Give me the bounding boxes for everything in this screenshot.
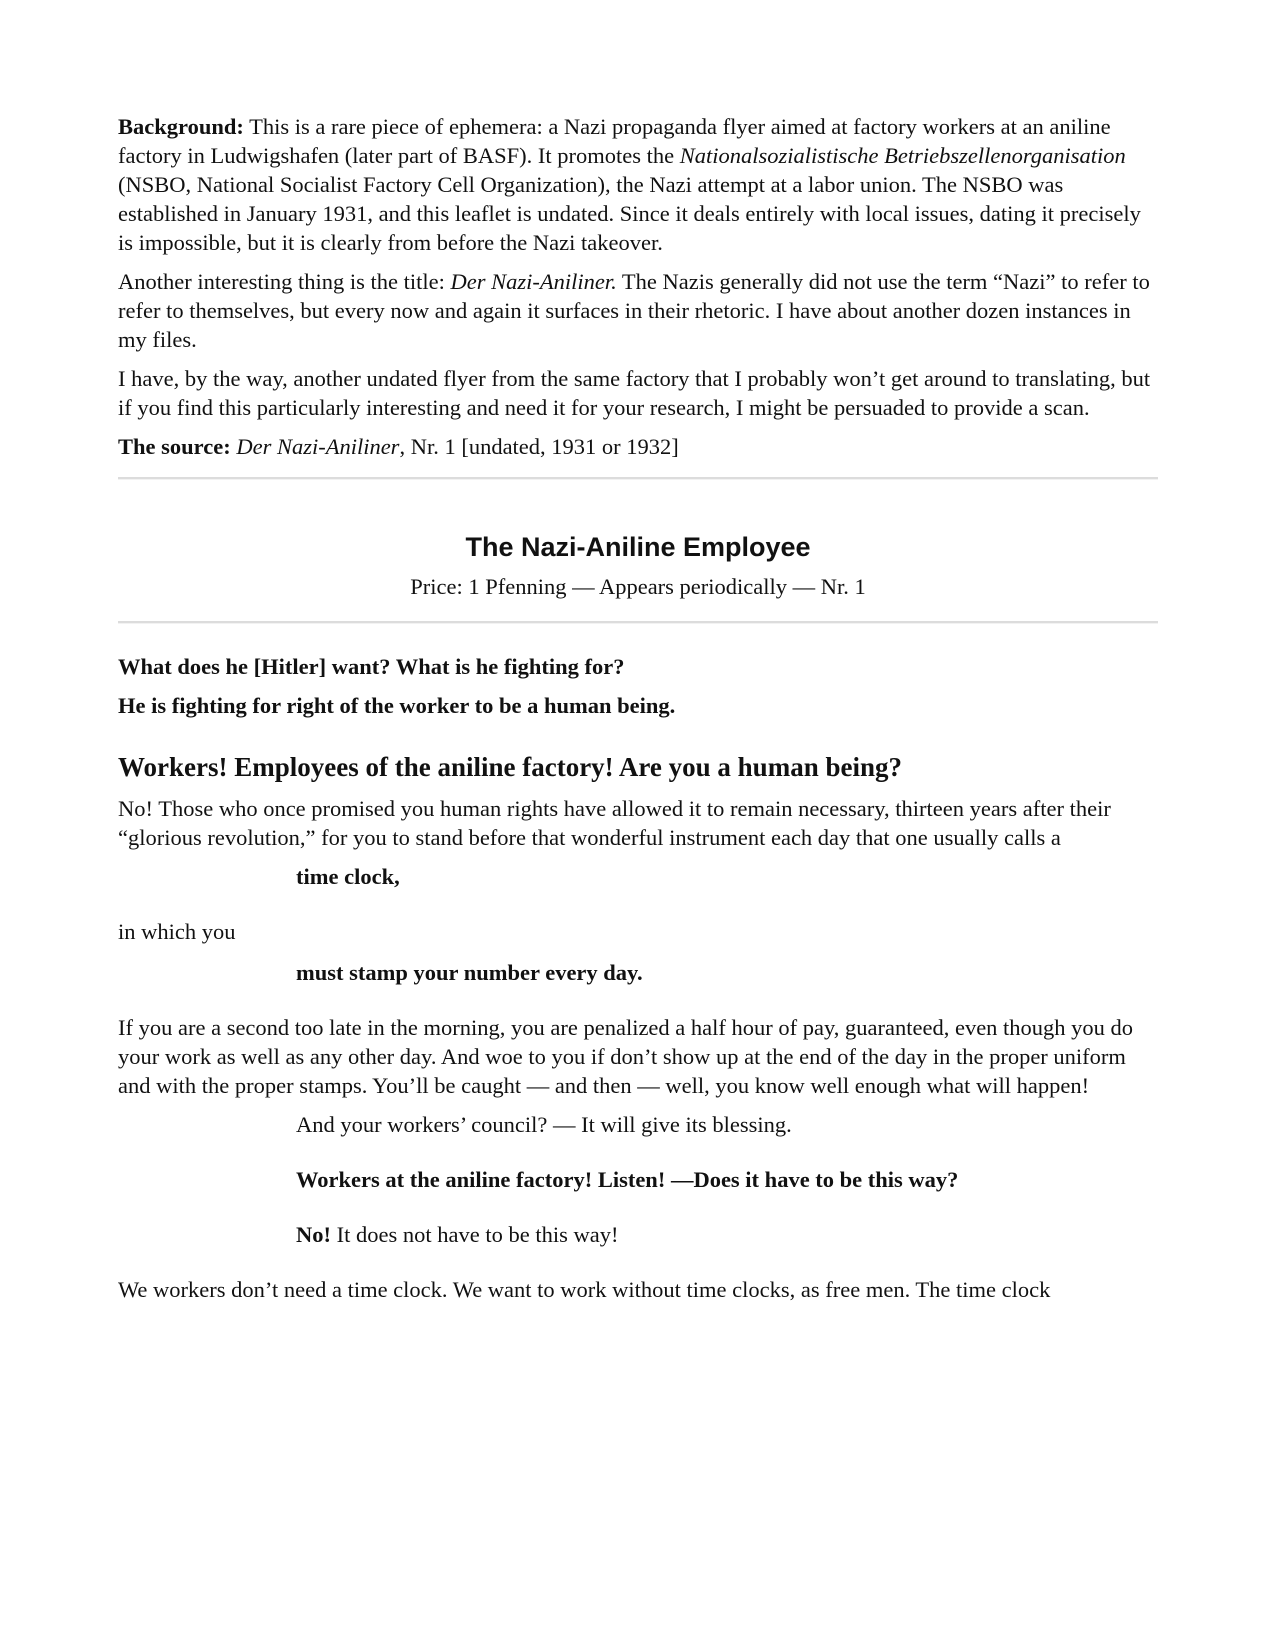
source-text: , Nr. 1 [undated, 1931 or 1932] bbox=[399, 434, 679, 459]
divider-top bbox=[118, 477, 1158, 480]
source-italic: Der Nazi-Aniliner bbox=[236, 434, 400, 459]
question-2 bbox=[118, 691, 1158, 720]
background-italic: Nationalsozialistische Betriebszellenorganisation bbox=[679, 143, 1126, 168]
question-1 bbox=[118, 652, 1158, 681]
background-text-1: This is a rare piece of ephemera: a Nazi propaganda flyer aimed at factory workers at an aniline factory in Ludwigshafen (later part of BASF). It promotes the bbox=[118, 114, 1111, 168]
background-paragraph bbox=[118, 112, 1158, 257]
flyer-subtitle: Price: 1 Pfenning — Appears periodically — Nr. 1 bbox=[410, 574, 866, 599]
title-note-paragraph bbox=[118, 267, 1158, 354]
divider-bottom bbox=[118, 621, 1158, 624]
background-text-2: (NSBO, National Socialist Factory Cell Organization), the Nazi attempt at a labor union. The NSBO was established in January 1931, and this leaflet is undated. Since it deals entirely with local issues, dating it precisely is impossible, but it is clearly from before the Nazi takeover. bbox=[118, 172, 1141, 255]
flyer-title: The Nazi-Aniline Employee bbox=[465, 532, 811, 562]
no-rest: It does not have to be this way! bbox=[331, 1222, 619, 1247]
in-which-line: in which you bbox=[118, 919, 236, 944]
other-flyer-paragraph: I have, by the way, another undated flyer from the same factory that I probably won’t get around to translating, but if you find this particularly interesting and need it for your research, I might be persuaded to provide a scan. bbox=[118, 366, 1151, 420]
no-line bbox=[118, 1220, 1158, 1249]
source-paragraph bbox=[118, 432, 1158, 461]
council-line: And your workers’ council? — It will give its blessing. bbox=[296, 1112, 792, 1137]
background-label: Background: bbox=[118, 114, 244, 139]
title-note-text-1: Another interesting thing is the title: bbox=[118, 269, 451, 294]
stamp-text: must stamp your number every day. bbox=[296, 960, 643, 985]
stamp-line bbox=[118, 958, 1158, 987]
listen-block bbox=[118, 1165, 1158, 1194]
title-note-text-2: The Nazis generally did not use the term “Nazi” to refer to refer to themselves, but every now and again it surfaces in their rhetoric. I have about another dozen instances in my files. bbox=[118, 269, 1150, 352]
time-clock-line bbox=[118, 862, 1158, 891]
time-clock-text: time clock, bbox=[296, 864, 400, 889]
question-2-text: He is fighting for right of the worker to be a human being. bbox=[118, 693, 676, 718]
source-label: The source: bbox=[118, 434, 231, 459]
document-content bbox=[118, 112, 1158, 1314]
listen-text: Workers at the aniline factory! Listen! —Does it have to be this way? bbox=[296, 1167, 959, 1192]
flyer-paragraph-1: No! Those who once promised you human rights have allowed it to remain necessary, thirteen years after their “glorious revolution,” for you to stand before that wonderful instrument each day that one usually calls a bbox=[118, 796, 1111, 850]
flyer-paragraph-2: If you are a second too late in the morning, you are penalized a half hour of pay, guaranteed, even though you do your work as well as any other day. And woe to you if don’t show up at the end of the day in the proper uniform and with the proper stamps. You’ll be caught — and then — well, you know well enough what will happen! bbox=[118, 1015, 1134, 1098]
no-bold: No! bbox=[296, 1222, 331, 1247]
listen-line bbox=[296, 1165, 1006, 1194]
flyer-last-line: We workers don’t need a time clock. We want to work without time clocks, as free men. The time clock bbox=[118, 1277, 1051, 1302]
question-1-text: What does he [Hitler] want? What is he fighting for? bbox=[118, 654, 625, 679]
title-note-italic: Der Nazi-Aniliner. bbox=[450, 269, 617, 294]
flyer-heading: Workers! Employees of the aniline factory! Are you a human being? bbox=[118, 752, 902, 782]
